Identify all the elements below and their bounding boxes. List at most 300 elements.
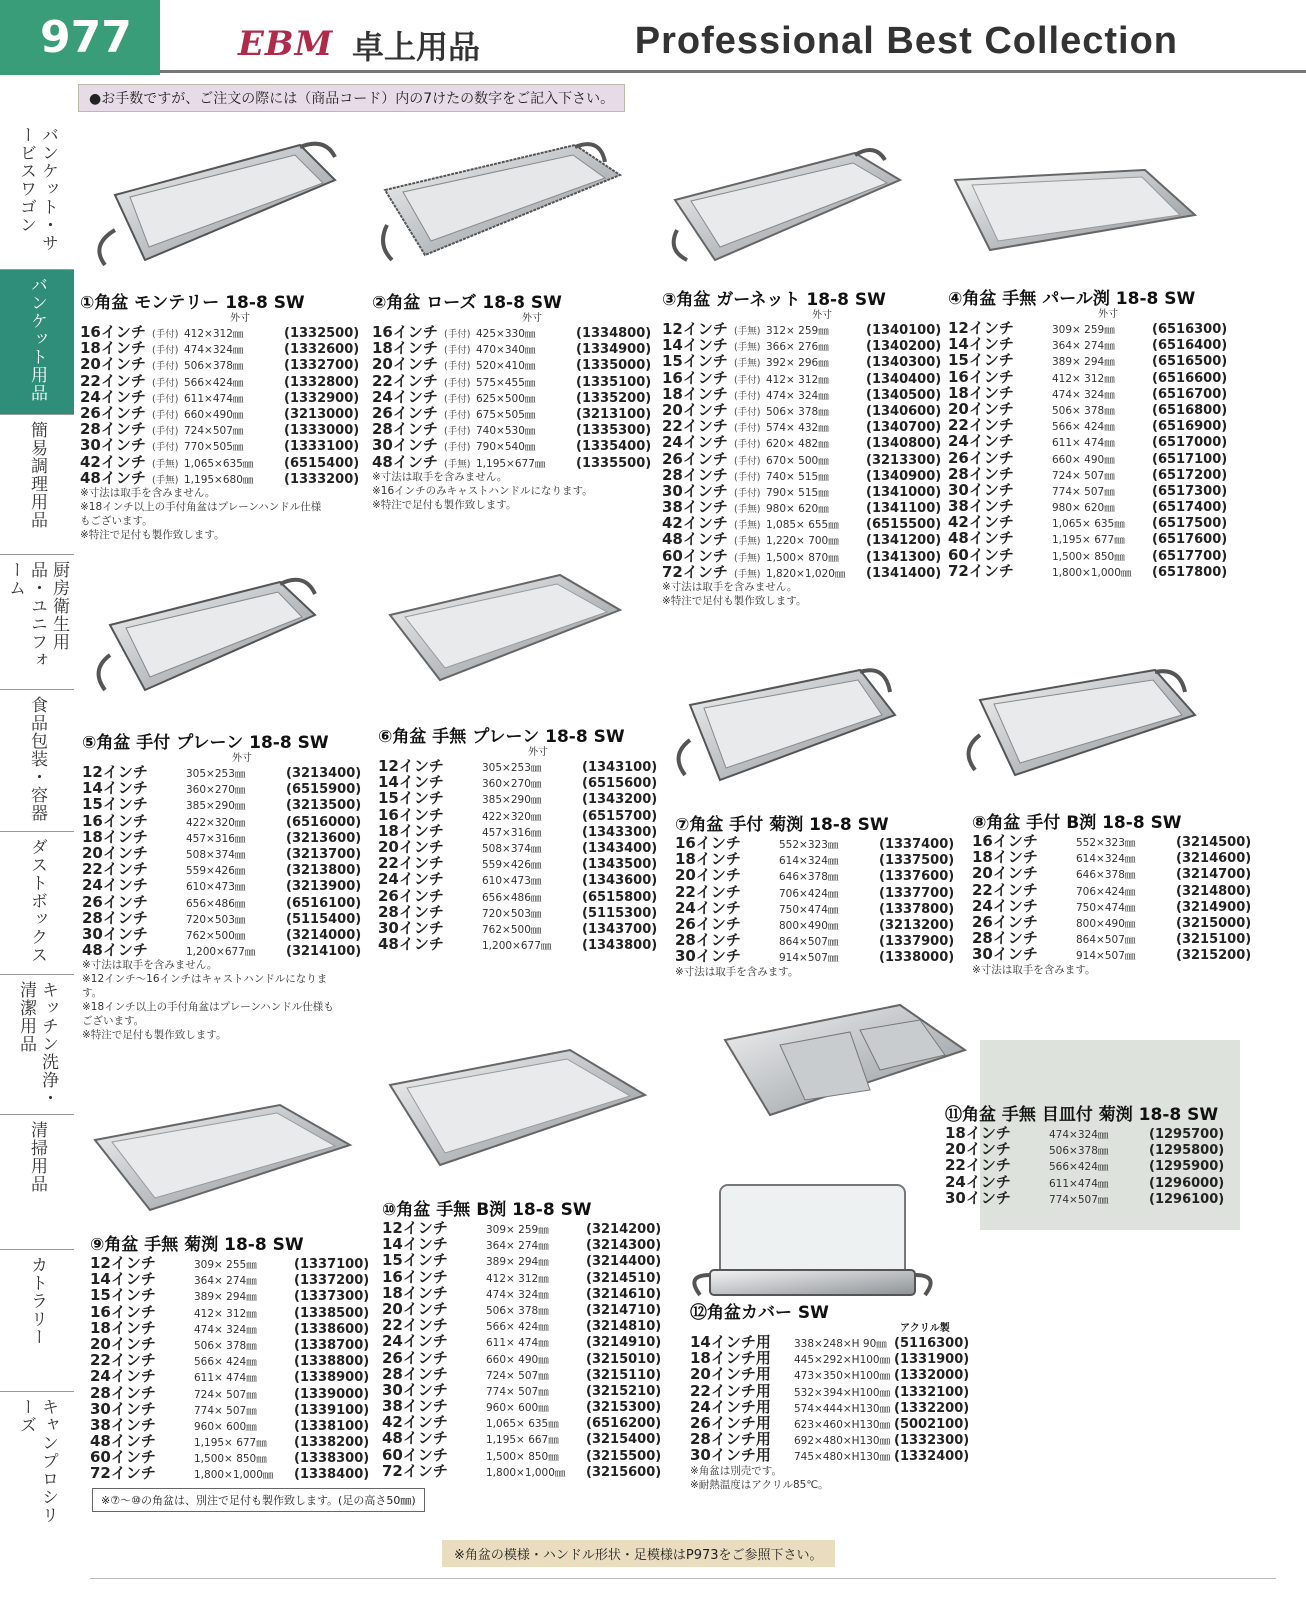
product-code-cell: (6516700) xyxy=(1152,386,1228,402)
table-row xyxy=(372,421,651,437)
dimension-cell: 412× 312㎜ xyxy=(486,1272,549,1285)
dimension-cell: 473×350×H100㎜ xyxy=(794,1370,891,1383)
table-row xyxy=(382,1463,661,1479)
product-code-cell: (3215300) xyxy=(586,1400,662,1416)
table-row xyxy=(80,324,359,340)
dimension-cell: 611× 474㎜ xyxy=(194,1372,257,1385)
sidebar-item-packaging[interactable]: 食品包装・容器 xyxy=(0,690,74,832)
product-code-cell: (1343300) xyxy=(582,824,658,840)
size-cell: 24インチ xyxy=(675,898,741,917)
size-cell: 18インチ xyxy=(90,1318,156,1337)
handle-cell: (手無) xyxy=(444,458,471,470)
size-cell: 30インチ xyxy=(662,481,728,500)
handle-cell: (手付) xyxy=(444,329,471,340)
size-cell: 12インチ xyxy=(382,1219,448,1237)
size-cell: 12インチ xyxy=(90,1254,156,1272)
size-cell: 72インチ xyxy=(662,562,728,581)
product-title: ⑤角盆 手付 プレーン 18-8 SW xyxy=(82,733,329,753)
product-notes xyxy=(675,965,954,979)
sidebar-item-banquet-goods[interactable]: バンケット用品 xyxy=(0,270,74,415)
product-code-cell: (6517300) xyxy=(1152,483,1228,499)
product-code-cell: (1341400) xyxy=(866,565,942,581)
dimension-cell: 1,800×1,000㎜ xyxy=(194,1469,274,1482)
product-code-cell: (1343400) xyxy=(582,840,658,856)
sidebar-item-campro[interactable]: キャンプロシリーズ xyxy=(16,1398,58,1524)
table-row xyxy=(80,373,359,389)
size-cell: 38インチ xyxy=(382,1397,448,1416)
table-row xyxy=(972,849,1251,865)
tray-image-5 xyxy=(90,570,330,705)
sidebar-item-cutlery[interactable]: カトラリー xyxy=(0,1250,74,1392)
product-code-cell: (1338000) xyxy=(879,950,955,966)
size-cell: 30インチ xyxy=(382,1380,448,1399)
dimension-cell: 1,800×1,000㎜ xyxy=(486,1466,566,1479)
note-line: ※特注で足付も製作致します。 xyxy=(80,528,225,541)
dimension-cell: 392× 296㎜ xyxy=(766,357,829,370)
handle-cell: (手無) xyxy=(734,520,761,532)
size-cell: 24インチ xyxy=(945,1172,1011,1191)
sidebar-item-dustbox[interactable]: ダストボックス xyxy=(0,832,74,975)
table-row xyxy=(378,807,657,823)
product-code-cell: (1332800) xyxy=(284,374,360,390)
dimension-cell: 611×474㎜ xyxy=(184,392,244,405)
size-cell: 18インチ xyxy=(378,821,444,840)
table-row xyxy=(80,340,359,356)
product-code-cell: (1337800) xyxy=(879,901,955,917)
size-cell: 24インチ xyxy=(662,433,728,452)
product-code-cell: (5115300) xyxy=(582,905,658,921)
dimension-cell: 611× 474㎜ xyxy=(486,1337,549,1350)
dimension-cell: 675×505㎜ xyxy=(476,408,536,421)
product-title: ⑦角盆 手付 菊渕 18-8 SW xyxy=(675,815,889,835)
size-cell: 38インチ xyxy=(948,497,1014,516)
product-7 xyxy=(675,810,954,979)
table-row xyxy=(80,421,359,437)
table-row xyxy=(82,764,361,780)
product-title: ②角盆 ローズ 18-8 SW xyxy=(372,293,562,313)
table-row xyxy=(378,888,657,904)
spec-table xyxy=(945,1125,1224,1206)
note-line: ※18インチ以上の手付角盆はプレーンハンドル仕様もございます。 xyxy=(82,1001,334,1028)
size-cell: 72インチ xyxy=(948,561,1014,580)
handle-cell: (手付) xyxy=(444,442,471,454)
tray-image-2 xyxy=(375,135,625,270)
dimension-cell: 552×323㎜ xyxy=(1076,837,1136,849)
sidebar-item-cleaning[interactable]: 清掃用品 xyxy=(0,1115,74,1250)
table-row xyxy=(662,467,941,483)
product-6 xyxy=(378,722,657,952)
table-row xyxy=(662,548,941,564)
table-row xyxy=(972,914,1251,930)
size-cell: 20インチ用 xyxy=(690,1365,771,1384)
table-row xyxy=(372,405,651,421)
table-row xyxy=(948,450,1227,466)
size-cell: 48インチ xyxy=(82,941,148,960)
product-code-cell: (1341100) xyxy=(866,501,942,517)
table-row xyxy=(690,1350,969,1366)
product-code-cell: (1338200) xyxy=(294,1435,370,1451)
sidebar-item-kitchen-cleaning[interactable]: キッチン洗浄・清潔用品 xyxy=(0,975,74,1115)
handle-cell: (手付) xyxy=(734,423,761,435)
table-row xyxy=(90,1336,369,1352)
table-row xyxy=(372,324,651,340)
size-cell: 22インチ xyxy=(675,882,741,901)
dimension-cell: 1,195× 667㎜ xyxy=(486,1434,559,1447)
table-row xyxy=(372,437,651,453)
size-cell: 22インチ xyxy=(378,854,444,873)
product-code-cell: (1340700) xyxy=(866,420,942,436)
dimension-cell: 914×507㎜ xyxy=(779,952,839,965)
dimension-cell: 422×320㎜ xyxy=(186,816,246,829)
product-code-cell: (1340500) xyxy=(866,387,942,403)
dimension-cell: 508×374㎜ xyxy=(482,842,542,855)
table-row xyxy=(948,352,1227,368)
dimension-cell: 360×270㎜ xyxy=(186,784,246,797)
table-row xyxy=(82,910,361,926)
table-row xyxy=(662,353,941,369)
size-cell: 24インチ xyxy=(372,387,438,406)
dimension-cell: 620× 482㎜ xyxy=(766,438,829,451)
product-code-cell: (1332300) xyxy=(894,1433,970,1449)
dimension-cell: 389× 294㎜ xyxy=(194,1291,257,1304)
product-code-cell: (1332100) xyxy=(894,1384,970,1400)
product-code-cell: (6515600) xyxy=(582,776,658,792)
table-row xyxy=(82,813,361,829)
table-row xyxy=(82,894,361,910)
dimension-cell: 614×324㎜ xyxy=(1076,853,1136,866)
table-row xyxy=(972,930,1251,946)
product-code-cell: (1335100) xyxy=(576,374,652,390)
handle-cell: (手無) xyxy=(152,474,179,486)
product-code-cell: (6516200) xyxy=(586,1416,662,1432)
product-11 xyxy=(945,1100,1224,1206)
table-row xyxy=(90,1385,369,1401)
table-row xyxy=(945,1190,1224,1206)
product-code-cell: (1337300) xyxy=(294,1289,370,1305)
size-cell: 12インチ xyxy=(662,320,728,338)
sidebar-item-hygiene[interactable]: 厨房衛生用品・ユニフォーム xyxy=(0,555,74,690)
table-row xyxy=(378,839,657,855)
table-row xyxy=(662,418,941,434)
product-code-cell: (1332700) xyxy=(284,358,360,374)
dimension-cell: 864×507㎜ xyxy=(1076,934,1136,947)
table-row xyxy=(80,437,359,453)
brand-logo: EBM xyxy=(238,24,334,64)
size-cell: 18インチ xyxy=(80,339,146,358)
product-code-cell: (1341200) xyxy=(866,533,942,549)
product-code-cell: (1332200) xyxy=(894,1400,970,1416)
product-code-cell: (1338100) xyxy=(294,1418,370,1434)
table-row xyxy=(382,1430,661,1446)
dimension-cell: 1,195× 677㎜ xyxy=(1052,534,1125,547)
dimension-cell: 1,065×635㎜ xyxy=(184,457,254,470)
product-code-cell: (6517000) xyxy=(1152,435,1228,451)
dimension-cell: 1,195×680㎜ xyxy=(184,473,254,486)
product-code-cell: (1343800) xyxy=(582,938,658,954)
note-line: ※12インチ～16インチはキャストハンドルになります。 xyxy=(82,973,328,1000)
size-cell: 48インチ xyxy=(382,1429,448,1448)
size-cell: 20インチ xyxy=(675,866,741,885)
table-row xyxy=(378,774,657,790)
table-row xyxy=(675,900,954,916)
tagline: Professional Best Collection xyxy=(634,20,1178,62)
size-cell: 18インチ xyxy=(945,1124,1011,1142)
header-divider xyxy=(160,70,1306,73)
product-code-cell: (6516800) xyxy=(1152,402,1228,418)
sidebar-item-banquet-wagon[interactable]: バンケット・サービスワゴン xyxy=(0,120,74,270)
dimension-cell: 740×530㎜ xyxy=(476,425,536,438)
product-code-cell: (1335300) xyxy=(576,423,652,439)
product-code-cell: (1295700) xyxy=(1149,1127,1225,1142)
table-row xyxy=(82,861,361,877)
product-code-cell: (3214200) xyxy=(586,1222,662,1237)
size-cell: 16インチ xyxy=(378,805,444,824)
product-code-cell: (3214000) xyxy=(286,927,362,943)
size-cell: 20インチ xyxy=(945,1140,1011,1159)
product-code-cell: (1337400) xyxy=(879,837,955,852)
table-row xyxy=(382,1252,661,1268)
product-code-cell: (6516300) xyxy=(1152,322,1228,337)
sidebar xyxy=(0,120,74,1537)
product-code-cell: (5115400) xyxy=(286,911,362,927)
size-cell: 16インチ xyxy=(662,368,728,387)
size-cell: 22インチ xyxy=(972,880,1038,899)
dimension-cell: 457×316㎜ xyxy=(186,832,246,845)
size-cell: 20インチ xyxy=(378,837,444,856)
dimension-cell: 980× 620㎜ xyxy=(766,503,829,516)
dimension-cell: 474× 324㎜ xyxy=(194,1323,257,1336)
dimension-cell: 1,220× 700㎜ xyxy=(766,535,839,548)
size-cell: 20インチ xyxy=(948,399,1014,418)
table-row xyxy=(662,451,941,467)
handle-cell: (手付) xyxy=(734,374,761,386)
table-row xyxy=(382,1285,661,1301)
product-notes xyxy=(972,963,1251,977)
size-cell: 20インチ xyxy=(80,355,146,374)
size-cell: 42インチ xyxy=(382,1413,448,1432)
table-row xyxy=(378,855,657,871)
size-cell: 30インチ xyxy=(372,436,438,455)
table-row xyxy=(948,466,1227,482)
product-9 xyxy=(90,1230,369,1482)
table-row xyxy=(945,1125,1224,1141)
dimension-cell: 412×312㎜ xyxy=(184,328,244,340)
product-title: ①角盆 モンテリー 18-8 SW xyxy=(80,293,305,313)
size-cell: 28インチ xyxy=(372,420,438,439)
dimension-cell: 980× 620㎜ xyxy=(1052,502,1115,515)
size-cell: 12インチ xyxy=(948,319,1014,337)
dimension-cell: 566× 424㎜ xyxy=(486,1321,549,1334)
product-code-cell: (1337200) xyxy=(294,1273,370,1289)
product-code-cell: (3213400) xyxy=(286,766,362,781)
table-row xyxy=(948,401,1227,417)
size-cell: 20インチ xyxy=(972,864,1038,883)
product-code-cell: (1334900) xyxy=(576,342,652,358)
table-row xyxy=(90,1401,369,1417)
product-code-cell: (1340600) xyxy=(866,403,942,419)
product-code-cell: (3213300) xyxy=(866,452,942,468)
dimension-cell: 750×474㎜ xyxy=(1076,901,1136,914)
handle-cell: (手無) xyxy=(734,568,761,580)
size-cell: 38インチ xyxy=(662,498,728,517)
size-cell: 14インチ xyxy=(90,1270,156,1289)
dimension-cell: 574×444×H130㎜ xyxy=(794,1402,891,1415)
product-code-cell: (1343200) xyxy=(582,792,658,808)
size-cell: 48インチ xyxy=(948,529,1014,548)
table-row xyxy=(948,320,1227,336)
dimension-cell: 724× 507㎜ xyxy=(194,1388,257,1401)
dimension-cell: 506×378㎜ xyxy=(1049,1145,1109,1158)
column-header: 外寸 xyxy=(230,313,250,324)
table-row xyxy=(382,1447,661,1463)
table-row xyxy=(82,829,361,845)
handle-cell: (手付) xyxy=(444,426,471,438)
product-code-cell: (6517800) xyxy=(1152,564,1228,580)
product-code-cell: (1338500) xyxy=(294,1305,370,1321)
handle-cell: (手付) xyxy=(444,361,471,373)
tray-image-12 xyxy=(690,1180,935,1310)
dimension-cell: 914×507㎜ xyxy=(1076,950,1136,963)
product-code-cell: (1333000) xyxy=(284,423,360,439)
dimension-cell: 457×316㎜ xyxy=(482,826,542,839)
spec-table xyxy=(382,1220,661,1479)
handle-cell: (手無) xyxy=(734,552,761,564)
size-cell: 28インチ xyxy=(82,908,148,927)
size-cell: 30インチ xyxy=(972,945,1038,964)
size-cell: 22インチ用 xyxy=(690,1381,771,1400)
spec-table xyxy=(372,324,651,470)
size-cell: 18インチ用 xyxy=(690,1349,771,1368)
size-cell: 18インチ xyxy=(948,383,1014,402)
size-cell: 22インチ xyxy=(90,1351,156,1370)
dimension-cell: 506× 378㎜ xyxy=(486,1304,549,1317)
dimension-cell: 474×324㎜ xyxy=(184,344,244,357)
dimension-cell: 774× 507㎜ xyxy=(1052,485,1115,498)
handle-cell: (手無) xyxy=(734,342,761,354)
dimension-cell: 646×378㎜ xyxy=(1076,869,1136,882)
table-row xyxy=(382,1350,661,1366)
table-row xyxy=(948,530,1227,546)
product-code-cell: (1338900) xyxy=(294,1370,370,1386)
table-row xyxy=(82,926,361,942)
tray-image-4 xyxy=(950,165,1200,265)
table-row xyxy=(382,1220,661,1236)
dimension-cell: 960× 600㎜ xyxy=(194,1420,257,1433)
size-cell: 26インチ xyxy=(80,403,146,422)
dimension-cell: 532×394×H100㎜ xyxy=(794,1386,891,1399)
table-row xyxy=(82,877,361,893)
product-code-cell: (3215400) xyxy=(586,1432,662,1448)
product-code-cell: (3214800) xyxy=(1176,883,1252,899)
size-cell: 20インチ xyxy=(90,1334,156,1353)
handle-cell: (手付) xyxy=(152,442,179,454)
size-cell: 24インチ xyxy=(82,876,148,895)
product-code-cell: (1337500) xyxy=(879,853,955,869)
tray-image-3 xyxy=(665,145,910,270)
tray-image-1 xyxy=(85,135,345,280)
size-cell: 15インチ xyxy=(378,789,444,808)
note-line: ※耐熱温度はアクリル85℃。 xyxy=(690,1478,829,1491)
size-cell: 15インチ xyxy=(382,1251,448,1270)
product-code-cell: (3213500) xyxy=(286,798,362,814)
table-row xyxy=(82,845,361,861)
size-cell: 12インチ xyxy=(378,757,444,775)
size-cell: 60インチ xyxy=(90,1448,156,1467)
tray-image-8 xyxy=(960,660,1210,785)
dimension-cell: 1,085× 655㎜ xyxy=(766,519,839,532)
handle-cell: (手無) xyxy=(734,358,761,370)
size-cell: 18インチ xyxy=(662,384,728,403)
sidebar-item-cooking[interactable]: 簡易調理用品 xyxy=(0,415,74,555)
size-cell: 48インチ xyxy=(372,452,438,471)
handle-cell: (手付) xyxy=(152,361,179,373)
dimension-cell: 389× 294㎜ xyxy=(486,1256,549,1269)
table-row xyxy=(662,499,941,515)
note-line: ※18インチ以上の手付角盆はプレーンハンドル仕様もございます。 xyxy=(80,500,322,527)
product-code-cell: (3215200) xyxy=(1176,948,1252,964)
size-cell: 26インチ xyxy=(972,912,1038,931)
size-cell: 12インチ xyxy=(82,763,148,781)
product-code-cell: (3214910) xyxy=(586,1335,662,1351)
table-row xyxy=(82,780,361,796)
size-cell: 30インチ xyxy=(945,1188,1011,1207)
table-row xyxy=(690,1366,969,1382)
size-cell: 26インチ xyxy=(675,914,741,933)
product-code-cell: (6515900) xyxy=(286,782,362,798)
table-row xyxy=(382,1414,661,1430)
size-cell: 26インチ xyxy=(948,448,1014,467)
dimension-cell: 724×507㎜ xyxy=(184,425,244,438)
product-code-cell: (3214510) xyxy=(586,1270,662,1286)
table-row xyxy=(382,1398,661,1414)
table-row xyxy=(82,796,361,812)
spec-table xyxy=(675,835,954,965)
size-cell: 28インチ xyxy=(675,931,741,950)
product-notes xyxy=(372,470,632,512)
product-code-cell: (1295800) xyxy=(1149,1143,1225,1159)
note-line: ※16インチのみキャストハンドルになります。 xyxy=(372,484,593,497)
reference-banner: ※角盆の模様・ハンドル形状・足模様はP973をご参照下さい。 xyxy=(442,1540,835,1567)
size-cell: 42インチ xyxy=(948,513,1014,532)
handle-cell: (手付) xyxy=(152,377,179,389)
dimension-cell: 800×490㎜ xyxy=(779,919,839,932)
size-cell: 24インチ xyxy=(80,387,146,406)
product-title: ⑩角盆 手無 B渕 18-8 SW xyxy=(382,1200,592,1220)
product-notes xyxy=(82,958,342,1042)
dimension-cell: 566×424㎜ xyxy=(184,376,244,389)
dimension-cell: 750×474㎜ xyxy=(779,903,839,916)
size-cell: 14インチ xyxy=(82,779,148,798)
table-row xyxy=(972,946,1251,962)
table-row xyxy=(80,389,359,405)
handle-cell: (手無) xyxy=(734,326,761,337)
dimension-cell: 1,195× 677㎜ xyxy=(194,1437,267,1450)
dimension-cell: 625×500㎜ xyxy=(476,392,536,405)
size-cell: 16インチ xyxy=(675,834,741,852)
dimension-cell: 660× 490㎜ xyxy=(1052,453,1115,466)
size-cell: 48インチ xyxy=(662,530,728,549)
table-row xyxy=(372,454,651,470)
size-cell: 24インチ xyxy=(378,870,444,889)
spec-table xyxy=(378,758,657,952)
product-code-cell: (6515800) xyxy=(582,889,658,905)
size-cell: 22インチ xyxy=(945,1156,1011,1175)
handle-cell: (手付) xyxy=(734,487,761,499)
product-code-cell: (1332000) xyxy=(894,1368,970,1384)
product-code-cell: (3214400) xyxy=(586,1254,662,1270)
dimension-cell: 364× 274㎜ xyxy=(1052,340,1115,353)
handle-cell: (手付) xyxy=(734,439,761,451)
